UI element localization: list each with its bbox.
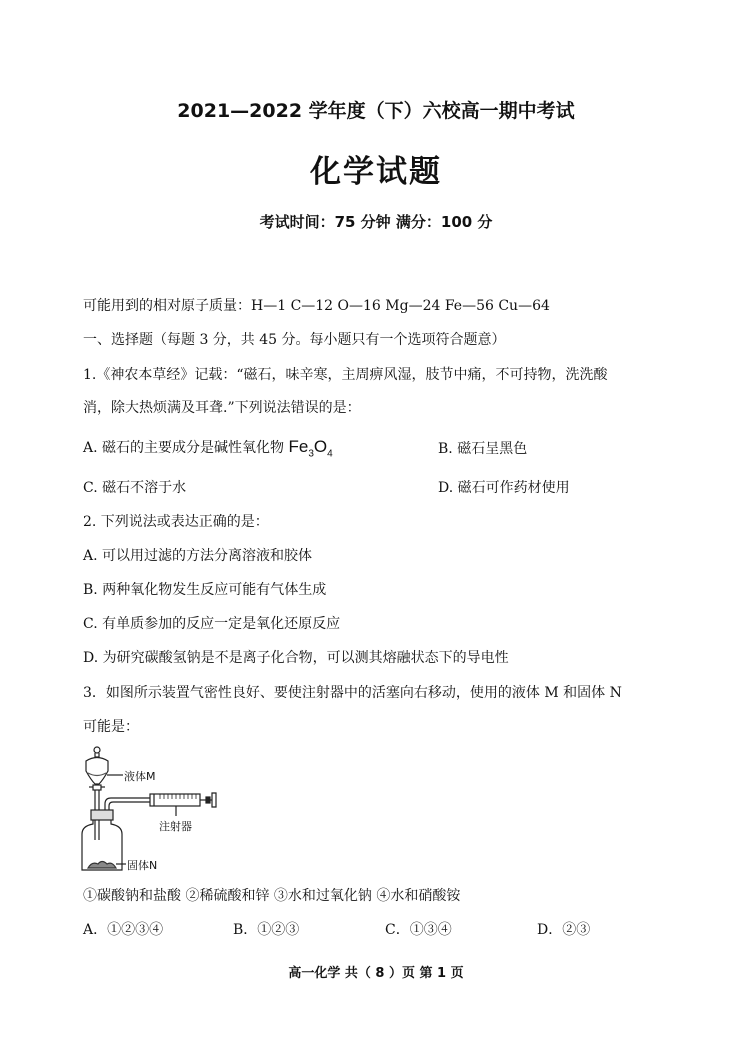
fig-label-syringe: 注射器 [159, 820, 192, 833]
q3-stem-line2: 可能是： [83, 719, 139, 735]
fig-label-liquid-m: 液体M [124, 770, 156, 783]
q2-option-c: C. 有单质参加的反应一定是氧化还原反应 [83, 616, 341, 632]
q3-option-d: D．②③ [537, 922, 591, 938]
formula-fe: Fe [288, 437, 309, 456]
page-footer: 高一化学 共（ 8 ）页 第 1 页 [288, 966, 464, 981]
q3-option-a: A．①②③④ [83, 922, 164, 938]
q1-stem-line1: 1.《神农本草经》记载：“磁石，味辛寒，主周痹风湿，肢节中痛，不可持物，洗洗酸 [83, 367, 608, 383]
q3-option-b: B．①②③ [233, 922, 300, 938]
separatory-funnel-icon [86, 758, 108, 785]
formula-o: O [313, 437, 328, 456]
q1-stem-line2: 消，除大热烦满及耳聋.”下列说法错误的是： [83, 400, 361, 416]
q1-option-a-text: A. 磁石的主要成分是碱性氧化物 [83, 440, 285, 456]
atomic-masses: 可能用到的相对原子质量：H—1 C—12 O—16 Mg—24 Fe—56 Cu—64 [83, 298, 550, 314]
fe3o4-formula [288, 437, 333, 460]
q2-option-b: B. 两种氧化物发生反应可能有气体生成 [83, 582, 327, 598]
q2-stem: 2. 下列说法或表达正确的是： [83, 514, 269, 530]
q1-option-b: B. 磁石呈黑色 [438, 441, 528, 457]
formula-o-sub: 4 [327, 448, 333, 460]
exam-title: 2021—2022 学年度（下）六校高一期中考试 [177, 100, 575, 122]
section-heading: 一、选择题（每题 3 分，共 45 分。每小题只有一个选项符合题意） [83, 332, 506, 348]
q1-option-d: D. 磁石可作药材使用 [438, 480, 570, 496]
syringe-icon [150, 794, 200, 806]
funnel-stopper-icon [94, 747, 100, 753]
formula-fe-sub: 3 [308, 448, 314, 460]
solid-n-icon [88, 862, 116, 869]
subject-title: 化学试题 [310, 154, 442, 190]
exam-time-line: 考试时间：75 分钟 满分：100 分 [259, 213, 493, 231]
q1-option-c: C. 磁石不溶于水 [83, 480, 187, 496]
q3-options-list: ①碳酸钠和盐酸 ②稀硫酸和锌 ③水和过氧化钠 ④水和硝酸铵 [83, 888, 461, 904]
fig-label-solid-n: 固体N [127, 859, 158, 872]
q3-stem-line1: 3．如图所示装置气密性良好、要使注射器中的活塞向右移动，使用的液体 M 和固体 N [83, 685, 622, 701]
q2-option-a: A. 可以用过滤的方法分离溶液和胶体 [83, 548, 313, 564]
q3-option-c: C．①③④ [385, 922, 452, 938]
apparatus-figure [78, 744, 238, 876]
q1-option-a [83, 438, 333, 463]
q2-option-d: D. 为研究碳酸氢钠是不是离子化合物，可以测其熔融状态下的导电性 [83, 650, 509, 666]
